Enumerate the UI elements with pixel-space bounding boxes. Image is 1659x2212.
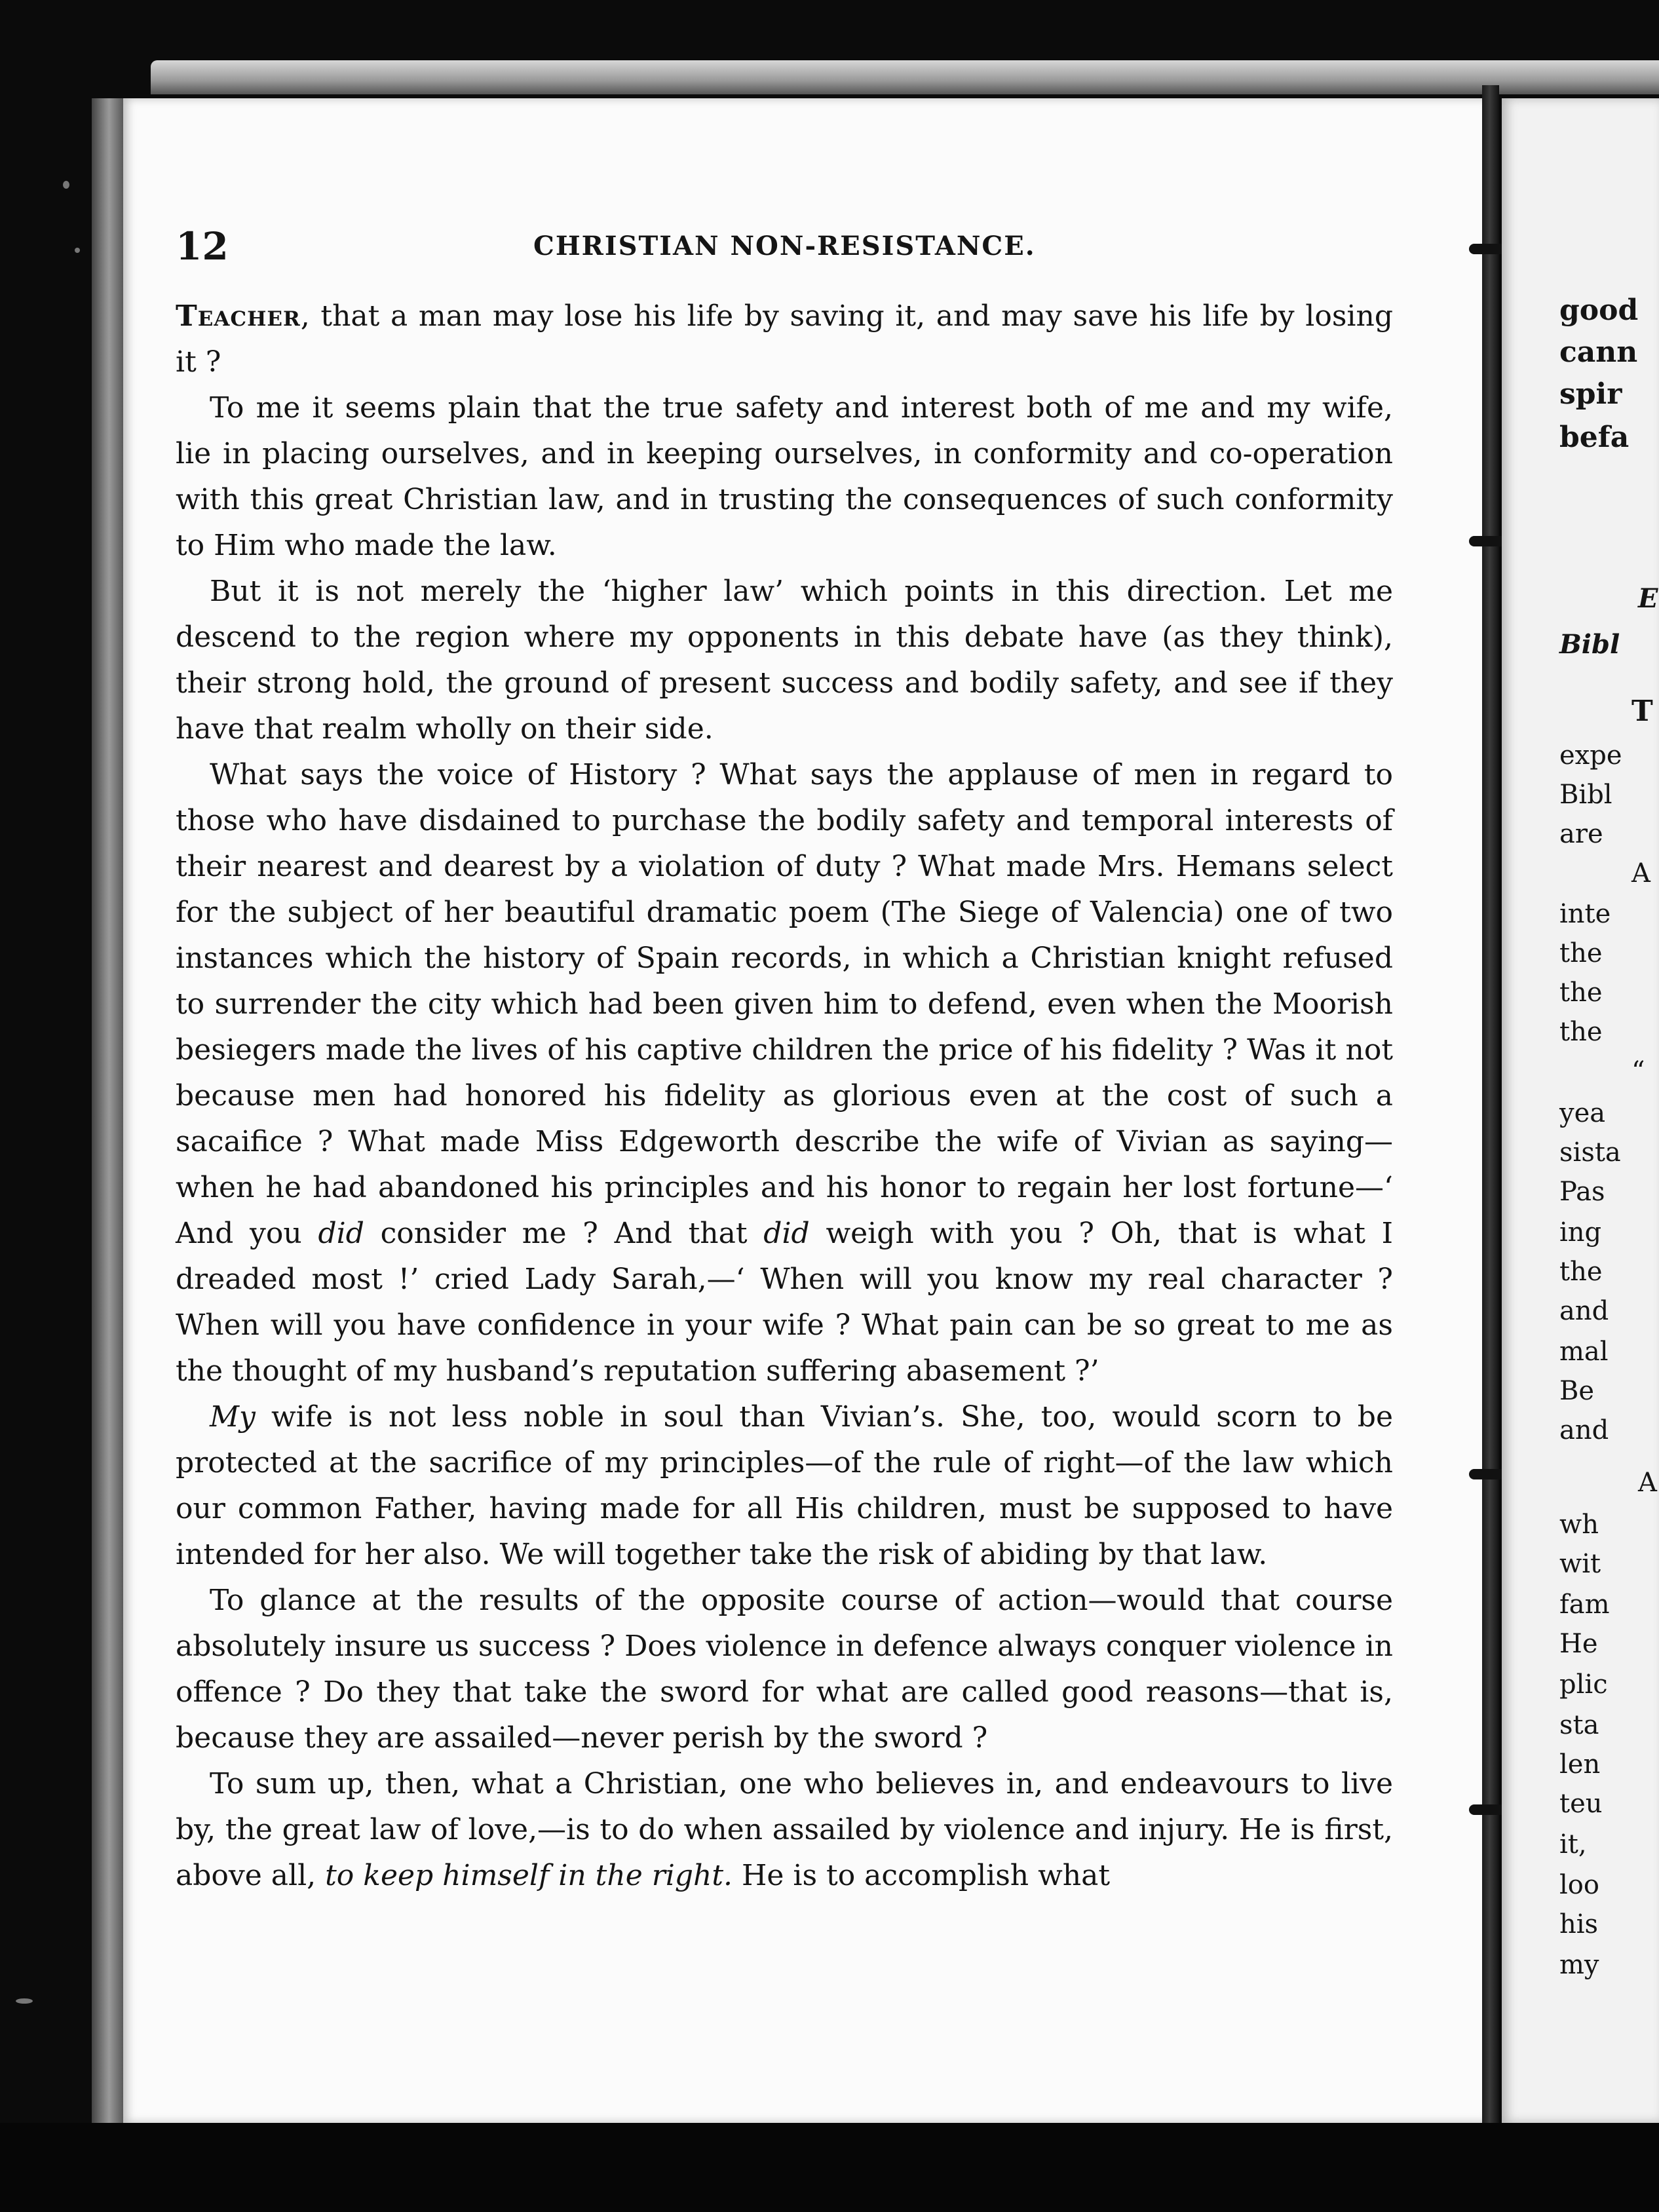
adjacent-page-fragment: teu	[1559, 1789, 1603, 1819]
smallcaps-word: Teacher	[176, 299, 301, 333]
dust-speck	[16, 1998, 33, 2004]
adjacent-page-fragment: good	[1559, 294, 1639, 327]
adjacent-page-fragment: A	[1638, 1468, 1657, 1498]
page-number: 12	[176, 224, 229, 269]
adjacent-page-fragment: spir	[1559, 377, 1622, 411]
adjacent-page-fragment: E	[1638, 583, 1658, 614]
paragraph-text: To sum up, then, what a Christian, one who believes in, and endeavours to live by, the great law of love,—is to do when assailed by violence and injury. He is first, above all,	[176, 1767, 1393, 1892]
paragraph-5	[176, 1394, 1393, 1578]
adjacent-page-fragment: Bibl	[1559, 780, 1612, 810]
adjacent-page-fragment: plic	[1559, 1669, 1608, 1700]
body-text	[176, 294, 1393, 1899]
paragraph-text: consider me ? And that	[364, 1217, 764, 1250]
italic-phrase: to keep himself in the right.	[325, 1859, 733, 1892]
adjacent-page-fragment: the	[1559, 1017, 1603, 1047]
adjacent-page-fragment: the	[1559, 1257, 1603, 1287]
adjacent-page-fragment: the	[1559, 938, 1603, 968]
running-head	[176, 224, 1460, 276]
adjacent-page-fragment: A	[1631, 858, 1650, 888]
adjacent-page-fragment: Pas	[1559, 1177, 1605, 1207]
paragraph-3: But it is not merely the ‘higher law’ which points in this direction. Let me descend to the region where my opponents in this debate have (as they think), their strong hold, the ground of present success and bodily safety, and see if they have that realm wholly on their side.	[176, 575, 1393, 746]
book-binding-left	[92, 98, 123, 2126]
paragraph-1	[176, 294, 1393, 385]
adjacent-page-fragment: expe	[1559, 740, 1622, 771]
adjacent-page-fragment: his	[1559, 1909, 1599, 1939]
adjacent-page-fragment: ing	[1559, 1217, 1602, 1248]
adjacent-page-fragment: len	[1559, 1749, 1601, 1780]
paragraph-2: To me it seems plain that the true safety and interest both of me and my wife, lie in placing ourselves, and in keeping ourselves, in conformity and co-operation with this great Christian law, and in trusting the consequences of such conformity to Him who made the law.	[176, 391, 1393, 562]
adjacent-page-fragment: befa	[1559, 421, 1630, 454]
adjacent-page-fragment: are	[1559, 819, 1603, 849]
adjacent-page-fragment: He	[1559, 1629, 1598, 1659]
adjacent-page-fragment: my	[1559, 1950, 1599, 1980]
adjacent-page-fragment: “	[1631, 1056, 1645, 1086]
adjacent-page-fragment: and	[1559, 1415, 1609, 1445]
italic-word: My	[210, 1400, 256, 1434]
book-spine	[1482, 85, 1499, 2123]
adjacent-page-fragment: loo	[1559, 1870, 1599, 1900]
adjacent-page-fragment: cann	[1559, 335, 1638, 369]
italic-word: did	[763, 1217, 810, 1250]
paragraph-text: wife is not less noble in soul than Vivian’s. She, too, would scorn to be protected at the sacrifice of my principles—of the rule of right—of the law which our common Father, having made for all His children, must be supposed to have intended for her also. We will together take the risk of abiding by that law.	[176, 1400, 1393, 1571]
adjacent-page-fragment: inte	[1559, 899, 1611, 929]
paragraph-7	[176, 1761, 1393, 1899]
adjacent-page-fragment: sta	[1559, 1710, 1599, 1740]
paragraph-4	[176, 752, 1393, 1394]
book-top-edge	[151, 60, 1659, 94]
paragraph-text: He is to accomplish what	[733, 1859, 1111, 1892]
paragraph-text: weigh with you ? Oh, that is what I dreaded most !’ cried Lady Sarah,—‘ When will you know my real character ? When will you have confidence in your wife ? What pain can be so great to me as the thought of my husband’s reputation suffering abasement ?’	[176, 1217, 1394, 1388]
dust-speck	[63, 181, 69, 189]
adjacent-page-fragment: and	[1559, 1296, 1609, 1326]
paragraph-text: , that a man may lose his life by saving it, and may save his life by losing it ?	[176, 299, 1393, 379]
adjacent-page-fragment: the	[1559, 978, 1603, 1008]
adjacent-page-fragment: Bibl	[1559, 629, 1620, 660]
paragraph-6: To glance at the results of the opposite course of action—would that course absolutely insure us success ? Does violence in defence always conquer violence in offence ? Do they that take the sword for what are called good reasons—that is, because they are assailed—never perish by the sword ?	[176, 1584, 1393, 1755]
adjacent-page-fragment: T	[1631, 695, 1653, 728]
adjacent-page-fragment: wh	[1559, 1510, 1599, 1540]
running-head-title: CHRISTIAN NON-RESISTANCE.	[533, 231, 1036, 261]
adjacent-page-fragment: mal	[1559, 1337, 1609, 1367]
adjacent-page-fragment: sista	[1559, 1137, 1621, 1168]
paragraph-text: What says the voice of History ? What says the applause of men in regard to those who have disdained to purchase the bodily safety and temporal interests of their nearest and dearest by a violation of duty ? What made Mrs. Hemans select for the subject of her beautiful dramatic poem (The Siege of Valencia) one of two instances which the history of Spain records, in which a Christian knight refused to surrender the city which had been given him to defend, even when the Moorish besiegers made the lives of his captive children the price of his fidelity ? Was it not because men had honored his fidelity as glorious even at the cost of such a sacaifice ? What made Miss Edgeworth describe the wife of Vivian as saying—when he had abandoned his principles and his honor to regain her lost fortune—‘ And you	[176, 758, 1393, 1250]
adjacent-page-fragment: fam	[1559, 1590, 1610, 1620]
italic-word: did	[318, 1217, 364, 1250]
adjacent-page-fragment: it,	[1559, 1829, 1587, 1859]
adjacent-page-fragment: Be	[1559, 1376, 1595, 1406]
dust-speck	[75, 248, 80, 253]
scan-background	[0, 2123, 1659, 2212]
adjacent-page-fragment: yea	[1559, 1098, 1606, 1128]
adjacent-page-fragment: wit	[1559, 1549, 1601, 1579]
